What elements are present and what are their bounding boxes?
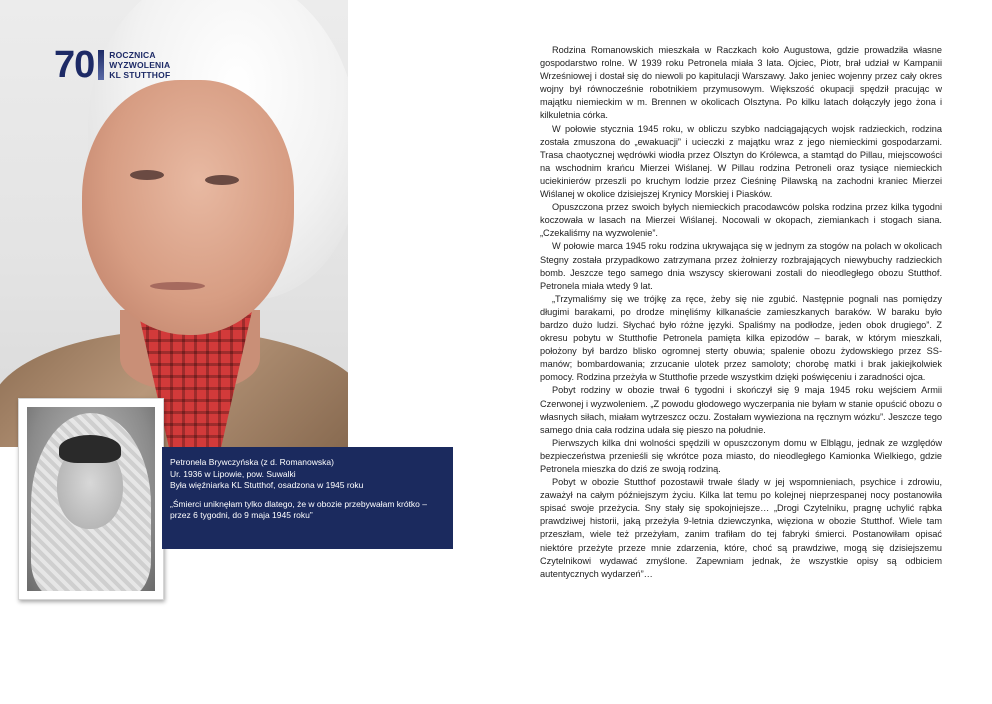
portrait-photo	[0, 0, 348, 447]
portrait-eye-left	[130, 170, 164, 180]
logo-line-1: ROCZNICA	[109, 50, 156, 60]
caption-name: Petronela Brywczyńska (z d. Romanowska)	[170, 457, 334, 467]
caption-prisoner: Była więźniarka KL Stutthof, osadzona w 1945 roku	[170, 480, 364, 490]
archival-photo-image	[27, 407, 155, 591]
portrait-face	[82, 80, 294, 335]
paragraph: Pierwszych kilka dni wolności spędzili w opuszczonym domu w Elblągu, jednak ze względów bezpieczeństwa przenieśli się wkrótce poza miasto, do nieodległego Kamionka Wielkiego, gdzie Petronela mieszka do dziś ze swoją rodziną.	[540, 437, 942, 474]
paragraph: W połowie marca 1945 roku rodzina ukrywająca się w jednym za stogów na polach w okolicach Stegny została przypadkowo zatrzymana przez żołnierzy rozbrajających niewybuchy radzieckich bomb. Jeszcze tego samego dnia wszyscy skierowani zostali do nieodległego obozu Stutthof. Petronela miała wtedy 9 lat.	[540, 241, 942, 291]
paragraph: Pobyt w obozie Stutthof pozostawił trwałe ślady w jej wspomnieniach, psychice i zdrowiu, zaważył na całym późniejszym życiu. Kilka lat temu po kolejnej nieprzespanej nocy postanowiła spisać swoje przeżycia. Sny stały się spokojniejsze… „Drogi Czytelniku, pragnę uchylić rąbka prawdziwej historii, jaką przeżyła 9-letnia dziewczynka, więziona w obozie Stutthof. Wiele tam przeszłam, wiele też przeżyłam, zanim trafiłam do tej fabryki śmierci. Postanowiłam opisać niektóre przeżyte przeze mnie zdarzenia, które, choć są prawdziwe, mogą się dzisiejszemu Czytelnikowi wydawać zmyślone. Zapewniam jednak, że wszystkie opisy są odbiciem autentycznych wydarzeń”…	[540, 477, 942, 579]
paragraph: W połowie stycznia 1945 roku, w obliczu szybko nadciągających wojsk radzieckich, rodzina została zmuszona do „ewakuacji” i ucieczki z majątku wraz z jego niemieckimi gospodarzami. Trasa chaotycznej wędrówki wiodła przez Olsztyn do Królewca, a stamtąd do Pillau, miejscowości na wschodnim krańcu Mierzei Wiślanej. W Pillau rodzina Petroneli oraz tysiące niemieckich uciekinierów przeszli po kruchym lodzie przez Cieśninę Pilawską na zachodni kraniec Mierzei Wiślanej w okolice dzisiejszej Krynicy Morskiej i Piasków.	[540, 123, 942, 200]
portrait-eye-right	[205, 175, 239, 185]
anniversary-logo	[54, 46, 170, 84]
logo-text	[109, 50, 170, 80]
paragraph: „Trzymaliśmy się we trójkę za ręce, żeby się nie zgubić. Następnie pognali nas pomiędzy długimi barakami, po drodze minęliśmy kilkanaście zamieszkanych baraków. W baraku było bardzo dużo ludzi. Słychać było różne języki. Spaliśmy na podłodze, jeden obok drugiego”. Z okresu pobytu w Stutthofie Petronela pamięta kilka epizodów – barak, w którym mieszkali, położony był bardzo blisko ogromnej sterty obuwia; spalenie obozu żydowskiego przez SS-manów; bombardowania; zrzucanie ulotek przez samoloty; chorobę matki i brak jakiejkolwiek pomocy. Rodzina przeżyła w Stutthofie przede wszystkim dzięki poświęceniu i zaradności ojca.	[540, 293, 942, 383]
body-text	[540, 44, 942, 581]
logo-line-2: WYZWOLENIA	[109, 60, 171, 70]
caption-quote: „Śmierci uniknęłam tylko dlatego, że w obozie przebywałam krótko – przez 6 tygodni, do 9 maja 1945 roku”	[170, 498, 428, 520]
paragraph: Rodzina Romanowskich mieszkała w Raczkach koło Augustowa, gdzie prowadziła własne gospodarstwo rolne. W 1939 roku Petronela miała 3 lata. Ojciec, Piotr, brał udział w Kampanii Wrześniowej i dostał się do niewoli po kapitulacji Warszawy. Jako jeniec wojenny przez cały okres wojny był równocześnie robotnikiem przymusowym. Większość okupacji spędził pracując w majątku niemieckim w m. Brennen w okolicach Olsztyna. Po kilku latach dołączyły jego żona i kilkuletnia córka.	[540, 45, 942, 121]
caption-box	[162, 447, 453, 549]
paragraph: Pobyt rodziny w obozie trwał 6 tygodni i skończył się 9 maja 1945 roku wejściem Armii Czerwonej i wyzwoleniem. „Z powodu głodowego wyczerpania nie byłam w stanie opuścić obozu o własnych siłach, miałam wytrzeszcz oczu. Zostałam wywieziona na ręcznym wózku”. Jeszcze tego samego dnia cała rodzina udała się pieszo na południe.	[540, 385, 942, 435]
logo-line-3: KL STUTTHOF	[109, 70, 171, 80]
portrait-mouth	[150, 282, 205, 290]
caption-born: Ur. 1936 w Lipowie, pow. Suwalki	[170, 468, 296, 479]
paragraph: Opuszczona przez swoich byłych niemieckich pracodawców polska rodzina przez kilka tygodni koczowała w lasach na Mierzei Wiślanej. Nocowali w okopach, ziemiankach i stogach siana. „Czekaliśmy na wyzwolenie”.	[540, 202, 942, 239]
archival-photo-hair	[59, 435, 121, 463]
logo-bar	[98, 50, 104, 80]
logo-number: 70	[54, 44, 95, 86]
archival-photo	[18, 398, 164, 600]
